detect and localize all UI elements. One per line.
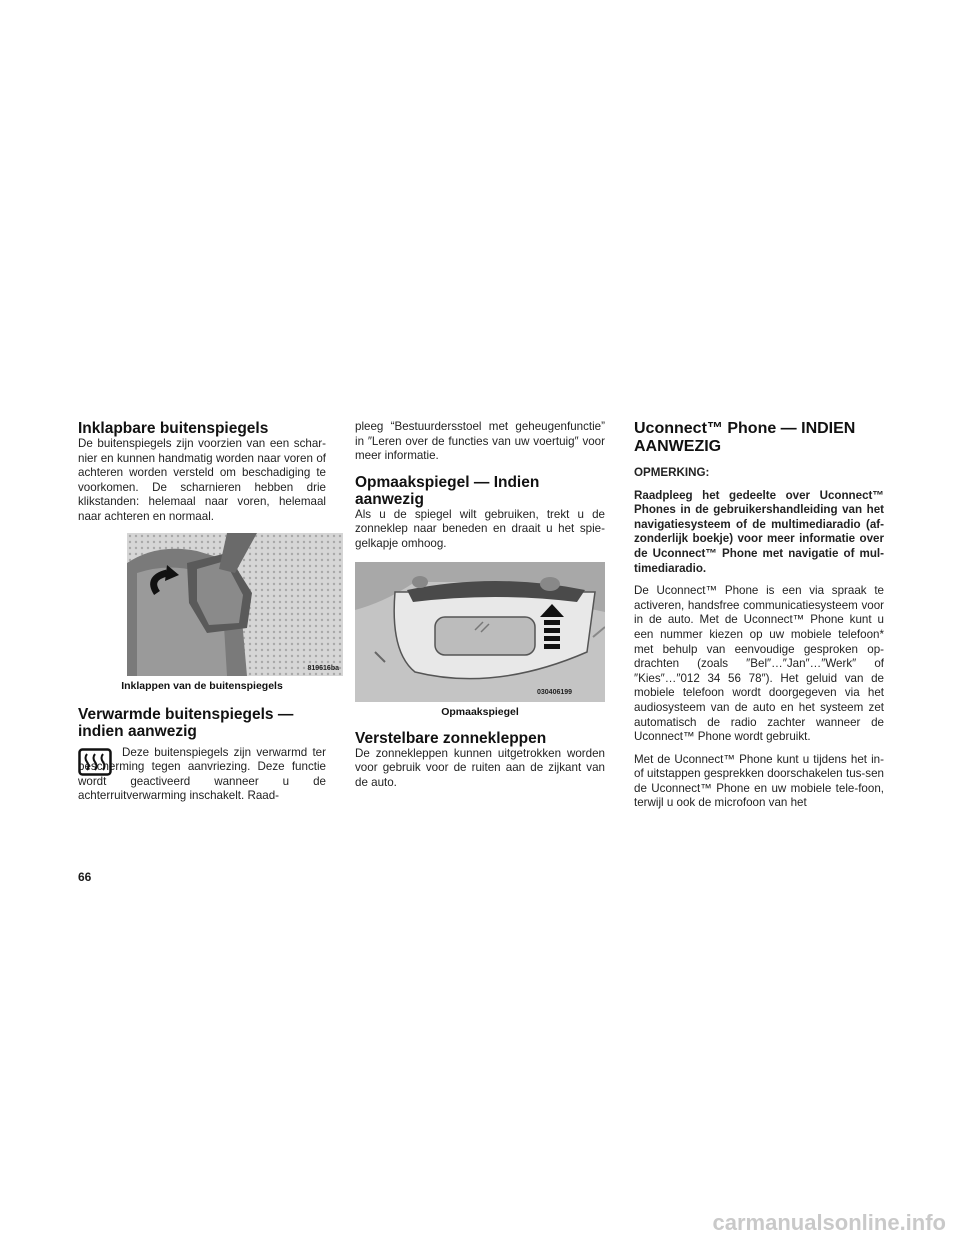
vanity-mirror-illustration	[355, 562, 605, 702]
folding-mirror-illustration	[127, 533, 343, 676]
figure-vanity-mirror	[355, 562, 605, 702]
note-text: Raadpleeg het gedeelte over Uconnect™ Phones in de gebruikershandleiding van het navigatiesysteem of de multimediaradio (af-zonderlijk boekje) voor meer informatie over de Uconnect™ Phone met navigatie of mul-timediaradio.	[634, 488, 884, 575]
column-2	[355, 420, 605, 790]
paragraph-heated-mirrors: Deze buitenspiegels zijn verwarmd ter bescherming tegen aanvriezing. Deze functie wordt geactiveerd wanneer u de achterruitverwarming inschakelt. Raad-	[78, 745, 326, 803]
page-number: 66	[78, 870, 92, 884]
paragraph-uconnect-intro: De Uconnect™ Phone is een via spraak te activeren, handsfree communicatiesysteem voor in de auto. Met de Uconnect™ Phone kunt u een nummer kiezen op uw mobiele telefoon* met behulp van eenvoudige gesproken op-drachten (zoals ″Bel″…″Jan″…″Werk″ of ″Kies″…″012 34 56 78″). Het geluid van de mobiele telefoon wordt doorgegeven via het audiosysteem van de auto en het systeem zet automatisch de radio zachter wanneer de Uconnect™ Phone wordt gebruikt.	[634, 584, 884, 744]
paragraph-folding-mirrors: De buitenspiegels zijn voorzien van een schar-nier en kunnen handmatig worden naar voren of achteren worden versteld om beschadiging te voorkomen. De scharnieren hebben drie klikstanden: helemaal naar voren, helemaal naar achteren en normaal.	[78, 437, 326, 523]
note-label: OPMERKING:	[634, 466, 710, 479]
figure-folding-mirror	[127, 533, 343, 676]
column-3	[634, 420, 884, 811]
paragraph-memory-seat-ref: pleeg “Bestuurdersstoel met geheugenfunctie” in ″Leren over de functies van uw voertuig″ voor meer informatie.	[355, 420, 605, 463]
caption-vanity-mirror: Opmaakspiegel	[441, 705, 519, 718]
heading-vanity-mirror: Opmaakspiegel — Indien aanwezig	[355, 473, 540, 508]
heading-sun-visors: Verstelbare zonnekleppen	[355, 729, 547, 747]
watermark: carmanualsonline.info	[712, 1210, 946, 1235]
caption-folding-mirror: Inklappen van de buitenspiegels	[121, 679, 283, 692]
figure-code-2: 030406199	[537, 688, 573, 696]
paragraph-sun-visors: De zonnekleppen kunnen uitgetrokken worden voor gebruik voor de ruiten aan de zijkant van de auto.	[355, 746, 605, 789]
heading-heated-mirrors: Verwarmde buitenspiegels — indien aanwezig	[78, 705, 294, 740]
heading-folding-mirrors: Inklapbare buitenspiegels	[78, 420, 269, 437]
heading-uconnect-phone: Uconnect™ Phone — INDIEN AANWEZIG	[634, 420, 856, 455]
heated-mirrors-block	[78, 746, 326, 804]
paragraph-vanity-mirror: Als u de spiegel wilt gebruiken, trekt u de zonneklep naar beneden en draait u het spie-gelkapje omhoog.	[355, 507, 605, 550]
column-1	[78, 420, 339, 804]
paragraph-uconnect-transfer: Met de Uconnect™ Phone kunt u tijdens het in- of uitstappen gesprekken doorschakelen tus-sen de Uconnect™ Phone en uw mobiele tele-foon, terwijl u ook de microfoon van het	[634, 752, 884, 810]
rear-defrost-icon	[78, 748, 112, 776]
figure-code-1: 819616ba	[307, 664, 339, 672]
